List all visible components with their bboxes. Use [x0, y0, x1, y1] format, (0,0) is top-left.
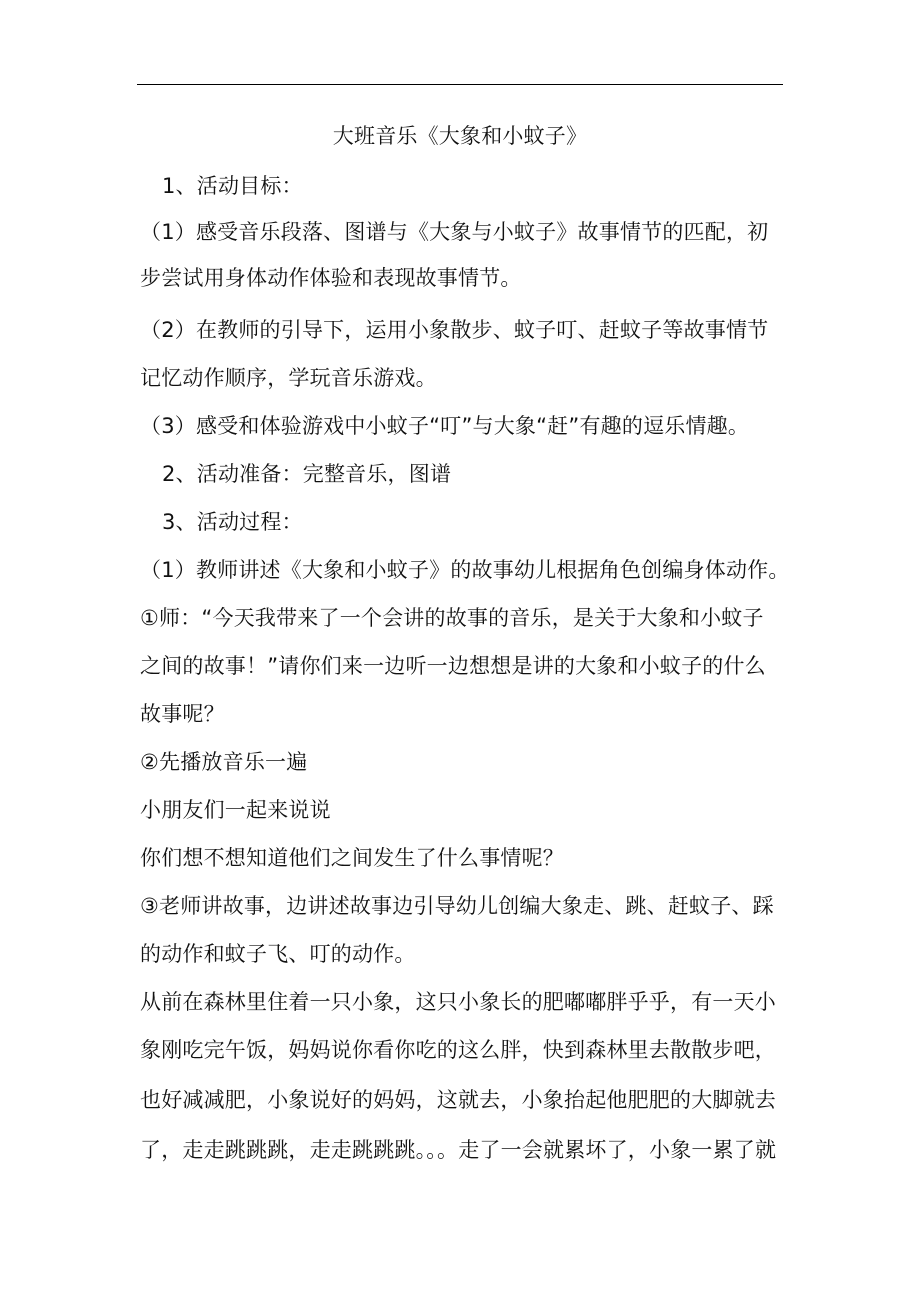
paragraph-line: 小朋友们一起来说说: [140, 798, 331, 822]
document-title: 大班音乐《大象和小蚊子》: [332, 124, 588, 148]
paragraph-line: ③老师讲故事，边讲述故事边引导幼儿创编大象走、跳、赶蚊子、踩: [140, 894, 774, 918]
header-rule: [137, 84, 783, 85]
paragraph-line: ①师：“今天我带来了一个会讲的故事的音乐，是关于大象和小蚊子: [140, 606, 764, 630]
paragraph-line: 你们想不想知道他们之间发生了什么事情呢？: [140, 846, 564, 870]
paragraph-line: 象刚吃完午饭，妈妈说你看你吃的这么胖，快到森林里去散散步吧，: [140, 1038, 776, 1062]
paragraph-line: （1）感受音乐段落、图谱与《大象与小蚊子》故事情节的匹配，初: [140, 220, 769, 244]
paragraph-line: 从前在森林里住着一只小象，这只小象长的肥嘟嘟胖乎乎，有一天小: [140, 990, 776, 1014]
section-heading-preparation: 2、活动准备：完整音乐，图谱: [162, 462, 452, 486]
paragraph-line: 之间的故事！”请你们来一边听一边想想是讲的大象和小蚊子的什么: [140, 654, 766, 678]
paragraph-line: （3）感受和体验游戏中小蚊子“叮”与大象“赶”有趣的逗乐情趣。: [140, 414, 750, 438]
paragraph-line: 也好减减肥，小象说好的妈妈，这就去，小象抬起他肥肥的大脚就去: [140, 1088, 776, 1112]
section-heading-goals: 1、活动目标：: [162, 174, 303, 198]
paragraph-line: 记忆动作顺序，学玩音乐游戏。: [140, 366, 437, 390]
paragraph-line: 的动作和蚊子飞、叮的动作。: [140, 942, 416, 966]
paragraph-line: 故事呢？: [140, 702, 225, 726]
paragraph-line: （2）在教师的引导下，运用小象散步、蚊子叮、赶蚊子等故事情节: [140, 318, 769, 342]
paragraph-line: （1）教师讲述《大象和小蚊子》的故事幼儿根据角色创编身体动作。: [140, 558, 790, 582]
paragraph-line: 步尝试用身体动作体验和表现故事情节。: [140, 266, 522, 290]
paragraph-line: 了，走走跳跳跳，走走跳跳跳。。。走了一会就累坏了，小象一累了就: [140, 1138, 777, 1162]
section-heading-process: 3、活动过程：: [162, 510, 303, 534]
paragraph-line: ②先播放音乐一遍: [140, 750, 308, 774]
